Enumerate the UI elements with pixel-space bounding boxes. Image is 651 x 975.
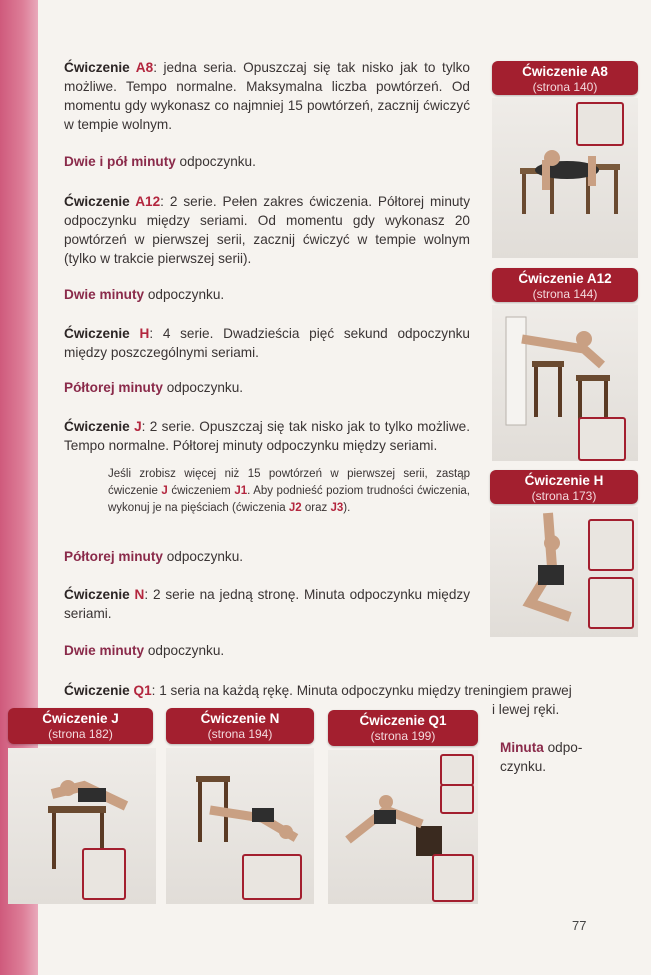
photo-exercise-a8	[492, 98, 638, 258]
badge-title: Ćwiczenie N	[200, 711, 280, 726]
exercise-label: Ćwiczenie	[64, 683, 134, 698]
badge-exercise-a8	[492, 61, 638, 95]
exercise-j-note	[108, 466, 470, 517]
exercise-code: A8	[135, 60, 154, 75]
badge-exercise-h	[490, 470, 638, 504]
rest-duration: Półtorej minuty	[64, 549, 163, 564]
note-code: J	[161, 485, 168, 497]
rest-text: odpoczynku.	[162, 549, 244, 564]
thumbnail-n	[242, 854, 302, 900]
badge-title: Ćwiczenie H	[524, 473, 604, 488]
exercise-q1-text	[64, 681, 594, 700]
rest-6	[500, 738, 610, 776]
badge-page: (strona 194)	[207, 727, 273, 741]
rest-text: odpoczynku.	[144, 287, 225, 302]
note-code: J2	[288, 502, 302, 514]
thumbnail-h-2	[588, 577, 634, 629]
badge-exercise-q1	[328, 710, 478, 746]
rest-text: odpoczynku.	[175, 154, 256, 169]
note-text: . Aby podnieść poziom trudności ćwiczenia, wykonuj je na pięściach (ćwiczenia	[108, 485, 470, 514]
badge-page: (strona 140)	[532, 80, 598, 94]
badge-title: Ćwiczenie A12	[518, 271, 612, 286]
exercise-description: : 4 serie. Dwadzieścia pięć sekund odpoczynku między poszczególnymi seriami.	[64, 326, 470, 360]
rest-4	[64, 547, 243, 566]
thumbnail-q1-2	[440, 784, 474, 814]
rest-5	[64, 641, 224, 660]
badge-page: (strona 173)	[531, 489, 597, 503]
page-number: 77	[572, 918, 587, 933]
rest-1	[64, 152, 256, 171]
rest-duration: Dwie i pół minuty	[64, 154, 176, 169]
exercise-q1-text-cont: i lewej ręki.	[492, 702, 560, 717]
thumbnail-q1-3	[432, 854, 474, 902]
badge-page: (strona 199)	[370, 729, 436, 743]
badge-page: (strona 182)	[48, 727, 113, 741]
exercise-label: Ćwiczenie	[64, 326, 140, 341]
badge-exercise-a12	[492, 268, 638, 302]
note-text: ).	[343, 502, 351, 514]
thumbnail-a8	[576, 102, 624, 146]
photo-exercise-a12	[492, 305, 638, 461]
exercise-label: Ćwiczenie	[64, 419, 135, 434]
badge-exercise-j	[8, 708, 153, 744]
exercise-n-text	[64, 585, 470, 623]
exercise-description: : 2 serie na jedną stronę. Minuta odpoczynku między seriami.	[64, 587, 470, 621]
rest-text: odpoczynku.	[144, 643, 225, 658]
badge-exercise-n	[166, 708, 314, 744]
photo-exercise-q1	[328, 750, 478, 904]
rest-3	[64, 378, 243, 397]
exercise-a8-text	[64, 58, 470, 134]
exercise-label: Ćwiczenie	[64, 60, 136, 75]
rest-text: czynku.	[500, 759, 547, 774]
thumbnail-j	[82, 848, 126, 900]
exercise-j-text	[64, 417, 470, 455]
photo-exercise-h	[490, 507, 638, 637]
exercise-code: Q1	[133, 683, 152, 698]
exercise-code: H	[139, 326, 150, 341]
photo-exercise-n	[166, 748, 314, 904]
exercise-a12-text	[64, 192, 470, 268]
note-text: ćwiczeniem	[167, 485, 235, 497]
note-code: J1	[234, 485, 248, 497]
note-text: oraz	[301, 502, 331, 514]
exercise-description: : 2 serie. Opuszczaj się tak nisko jak to tylko możliwe. Tempo normalne. Półtorej minuty odpoczynku między seriami.	[64, 419, 470, 453]
exercise-code: J	[134, 419, 142, 434]
book-page	[38, 0, 651, 975]
note-text: Jeśli zrobisz więcej niż 15 powtórzeń w pierwszej serii, zastąp ćwiczenie	[108, 468, 470, 497]
thumbnail-a12	[578, 417, 626, 461]
rest-2	[64, 285, 224, 304]
rest-duration: Dwie minuty	[64, 643, 145, 658]
exercise-code: N	[134, 587, 145, 602]
note-code: J3	[330, 502, 344, 514]
thumbnail-h-1	[588, 519, 634, 571]
photo-exercise-j	[8, 748, 156, 904]
exercise-h-text	[64, 324, 470, 362]
badge-page: (strona 144)	[532, 287, 598, 301]
badge-title: Ćwiczenie A8	[522, 64, 608, 79]
rest-text: odpoczynku.	[162, 380, 244, 395]
exercise-code: A12	[135, 194, 161, 209]
exercise-description: : 2 serie. Pełen zakres ćwiczenia. Półtorej minuty odpoczynku między seriami. Od momentu gdy wykonasz 20 powtórzeń w pierwszej serii, zacznij ćwiczyć w tempie wolnym (tylko w trakcie pierwszej serii).	[64, 194, 471, 266]
thumbnail-q1-1	[440, 754, 474, 786]
exercise-label: Ćwiczenie	[64, 194, 136, 209]
badge-title: Ćwiczenie Q1	[359, 713, 447, 728]
rest-text: odpo-	[543, 740, 583, 755]
exercise-description: : 1 seria na każdą rękę. Minuta odpoczynku między treningiem prawej	[151, 683, 572, 698]
exercise-label: Ćwiczenie	[64, 587, 135, 602]
rest-duration: Minuta	[500, 740, 544, 755]
rest-duration: Półtorej minuty	[64, 380, 163, 395]
exercise-description: : jedna seria. Opuszczaj się tak nisko jak to tylko możliwe. Tempo normalne. Maksymalna liczba powtórzeń. Od momentu gdy wykonasz co najmniej 15 powtórzeń, zacznij ćwiczyć w tempie wolnym.	[64, 60, 470, 132]
badge-title: Ćwiczenie J	[42, 711, 119, 726]
rest-duration: Dwie minuty	[64, 287, 145, 302]
